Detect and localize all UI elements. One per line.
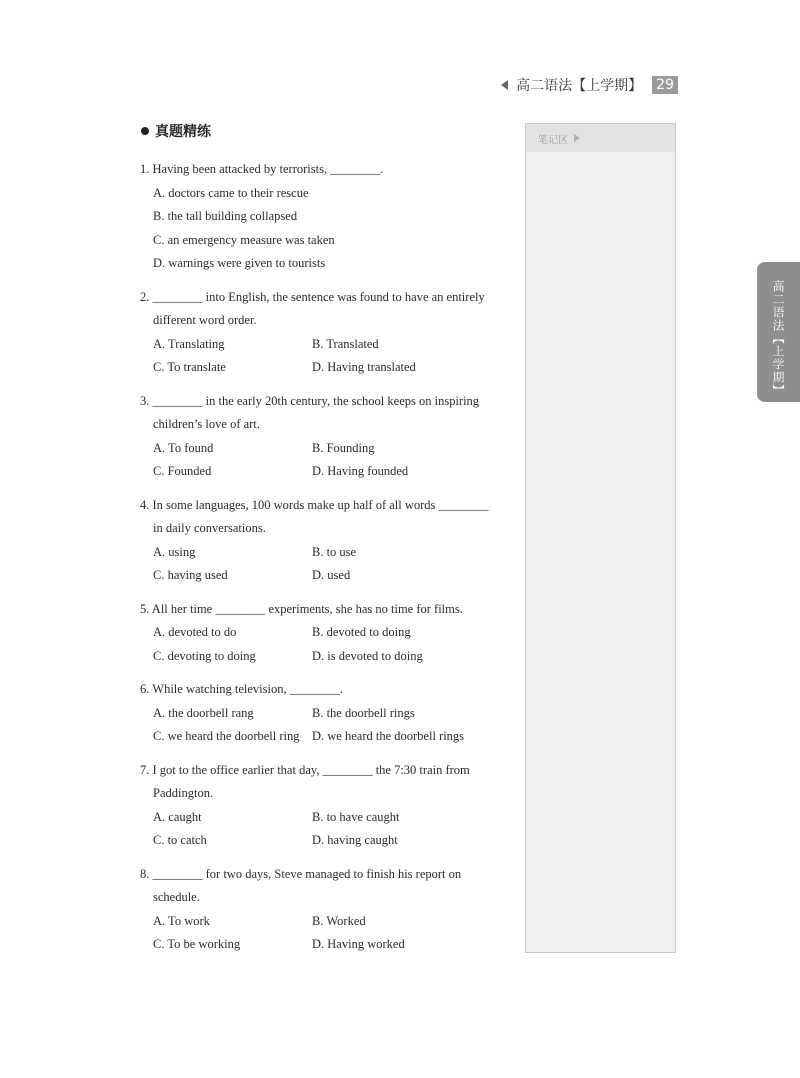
page-header: [501, 75, 678, 95]
option-row: [153, 460, 506, 484]
option-row: [153, 333, 506, 357]
question-item: [140, 390, 506, 484]
option: D. Having translated: [312, 360, 416, 374]
option: B. Translated: [312, 336, 379, 351]
option: D. we heard the doorbell rings: [312, 729, 465, 743]
question-stem-continued: different word order.: [153, 313, 257, 327]
option: B. the doorbell rings: [312, 705, 415, 720]
option-row: [153, 182, 506, 206]
notes-label: 笔记区: [538, 134, 568, 146]
option-row: [153, 829, 506, 853]
question-item: [140, 286, 506, 380]
options: [140, 702, 506, 749]
question-item: [140, 678, 506, 749]
option-row: [153, 645, 506, 669]
question-stem-continued: in daily conversations.: [153, 521, 266, 535]
question-stem: 4. In some languages, 100 words make up half of all words ________: [140, 497, 489, 512]
option: C. having used: [153, 568, 228, 582]
option-row: [153, 229, 506, 253]
question-stem: 3. ________ in the early 20th century, the school keeps on inspiring: [140, 393, 480, 408]
options: [140, 182, 506, 276]
option-row: [153, 437, 506, 461]
option: A. Translating: [153, 336, 225, 351]
option: D. used: [312, 568, 351, 582]
option: D. is devoted to doing: [312, 648, 423, 663]
option: D. Having worked: [312, 937, 405, 951]
option: B. Worked: [312, 913, 366, 928]
option: B. Founding: [312, 440, 375, 455]
question-stem-continued: Paddington.: [153, 786, 214, 800]
options: [140, 333, 506, 380]
option: C. To translate: [153, 360, 226, 374]
option-row: [153, 205, 506, 229]
option: D. having caught: [312, 833, 398, 847]
option: B. to use: [312, 544, 357, 559]
question-item: [140, 494, 506, 588]
option: C. we heard the doorbell ring: [153, 729, 300, 743]
question-stem: 2. ________ into English, the sentence was found to have an entirely: [140, 289, 485, 304]
question-stem: 5. All her time ________ experiments, she has no time for films.: [140, 601, 463, 616]
option: C. devoting to doing: [153, 648, 256, 663]
option: A. caught: [153, 809, 202, 824]
question-item: [140, 759, 506, 853]
question-stem: 1. Having been attacked by terrorists, ________.: [140, 162, 384, 176]
options: [140, 541, 506, 588]
option-row: [153, 910, 506, 934]
option-row: [153, 702, 506, 726]
options: [140, 806, 506, 853]
option-row: [153, 725, 506, 749]
arrow-right-icon: [574, 134, 580, 142]
options: [140, 437, 506, 484]
question-stem: 6. While watching television, ________.: [140, 682, 343, 696]
option: B. the tall building collapsed: [153, 209, 298, 223]
option: C. Founded: [153, 464, 212, 478]
option: A. To work: [153, 913, 210, 928]
option-row: [153, 564, 506, 588]
option: A. To found: [153, 440, 214, 455]
options: [140, 621, 506, 668]
question-stem-continued: children’s love of art.: [153, 417, 260, 431]
option: A. using: [153, 544, 196, 559]
option: C. To be working: [153, 937, 241, 951]
option: D. warnings were given to tourists: [153, 256, 326, 270]
option-row: [153, 252, 506, 276]
question-stem-continued: schedule.: [153, 890, 200, 904]
side-tab-label: 高二语法【上学期】: [771, 280, 785, 397]
option: A. devoted to do: [153, 625, 237, 639]
options: [140, 910, 506, 957]
notes-header: [526, 124, 675, 152]
triangle-left-icon: [501, 80, 508, 90]
option-row: [153, 541, 506, 565]
option: D. Having founded: [312, 464, 409, 478]
option-row: [153, 806, 506, 830]
question-item: [140, 158, 506, 276]
page-number: 29: [652, 76, 678, 94]
notes-area: [525, 123, 676, 953]
section-title: [141, 121, 211, 141]
option: C. an emergency measure was taken: [153, 232, 335, 247]
option: B. to have caught: [312, 809, 400, 824]
side-tab[interactable]: [757, 262, 800, 402]
option: C. to catch: [153, 833, 207, 847]
option: A. doctors came to their rescue: [153, 185, 309, 200]
question-item: [140, 863, 506, 957]
option-row: [153, 356, 506, 380]
question-stem: 7. I got to the office earlier that day, ________ the 7:30 train from: [140, 762, 470, 777]
option: B. devoted to doing: [312, 625, 411, 639]
section-title-text: 真题精练: [155, 124, 211, 140]
option-row: [153, 933, 506, 957]
question-item: [140, 598, 506, 669]
header-title: 高二语法【上学期】: [516, 78, 643, 94]
option-row: [153, 621, 506, 645]
question-stem: 8. ________ for two days, Steve managed to finish his report on: [140, 866, 462, 881]
bullet-icon: [141, 127, 149, 135]
option: A. the doorbell rang: [153, 705, 254, 720]
question-list: [140, 158, 506, 967]
